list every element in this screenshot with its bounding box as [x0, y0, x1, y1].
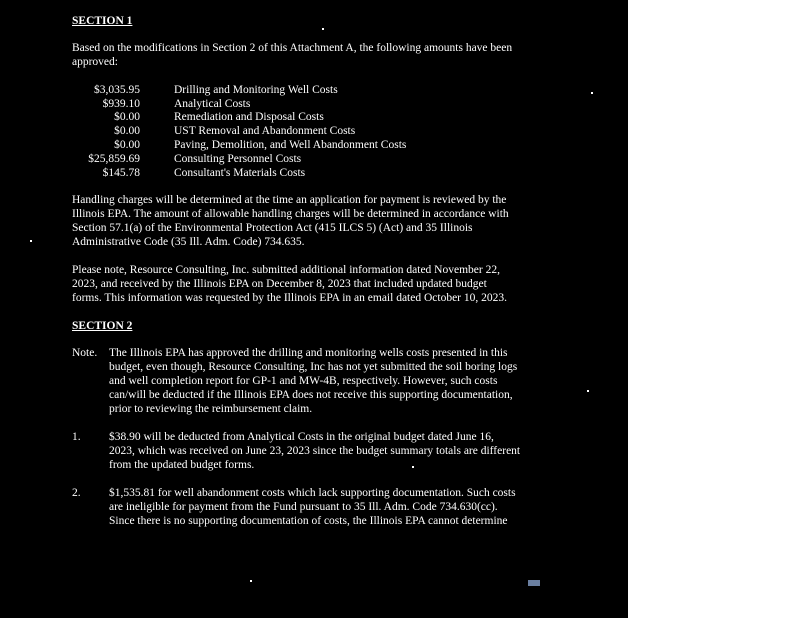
cost-label: Analytical Costs [174, 98, 251, 110]
item-line: are ineligible for payment from the Fund pursuant to 35 Ill. Adm. Code 734.630(cc). [109, 501, 498, 513]
cost-label: Paving, Demolition, and Well Abandonment Costs [174, 139, 407, 151]
item-line: and well completion report for GP-1 and MW-4B, respectively. However, such costs [109, 375, 498, 387]
cost-amount: $0.00 [114, 125, 140, 137]
cost-amount: $25,859.69 [88, 153, 140, 165]
note-line: 2023, and received by the Illinois EPA on December 8, 2023 that included updated budget [72, 278, 487, 290]
item-marker: 1. [72, 431, 81, 443]
cost-label: Drilling and Monitoring Well Costs [174, 84, 338, 96]
section-1-heading: SECTION 1 [72, 15, 133, 27]
handling-line: Administrative Code (35 Ill. Adm. Code) 734.635. [72, 236, 305, 248]
item-line: from the updated budget forms. [109, 459, 255, 471]
cost-amount: $145.78 [102, 167, 140, 179]
intro-line: approved: [72, 56, 118, 68]
item-line: Since there is no supporting documentation of costs, the Illinois EPA cannot determine [109, 515, 508, 527]
note-line: forms. This information was requested by the Illinois EPA in an email dated October 10, 2023. [72, 292, 508, 304]
handling-line: Illinois EPA. The amount of allowable handling charges will be determined in accordance with [72, 208, 509, 220]
item-marker: Note. [72, 347, 98, 359]
item-line: The Illinois EPA has approved the drilling and monitoring wells costs presented in this [109, 347, 508, 359]
page-mark [528, 580, 540, 586]
item-line: $38.90 will be deducted from Analytical Costs in the original budget dated June 16, [109, 431, 494, 443]
handling-line: Handling charges will be determined at the time an application for payment is reviewed by the [72, 194, 507, 206]
scan-speck [587, 390, 589, 392]
item-line: can/will be deducted if the Illinois EPA does not receive this supporting documentation, [109, 389, 513, 401]
cost-label: UST Removal and Abandonment Costs [174, 125, 356, 137]
cost-amount: $939.10 [102, 98, 140, 110]
scan-speck [322, 28, 324, 30]
cost-amount: $0.00 [114, 139, 140, 151]
scan-speck [591, 92, 593, 94]
item-marker: 2. [72, 487, 81, 499]
note-line: Please note, Resource Consulting, Inc. submitted additional information dated November 22, [72, 264, 500, 276]
scan-speck [30, 240, 32, 242]
item-line: budget, even though, Resource Consulting, Inc has not yet submitted the soil boring logs [109, 361, 518, 373]
cost-label: Consultant's Materials Costs [174, 167, 306, 179]
handling-line: Section 57.1(a) of the Environmental Protection Act (415 ILCS 5) (Act) and 35 Illinois [72, 222, 473, 234]
cost-amount: $0.00 [114, 111, 140, 123]
item-line: prior to reviewing the reimbursement claim. [109, 403, 313, 415]
cost-label: Consulting Personnel Costs [174, 153, 302, 165]
item-line: $1,535.81 for well abandonment costs which lack supporting documentation. Such costs [109, 487, 516, 499]
section-2-heading: SECTION 2 [72, 320, 133, 332]
cost-label: Remediation and Disposal Costs [174, 111, 324, 123]
item-line: 2023, which was received on June 23, 2023 since the budget summary totals are different [109, 445, 521, 457]
intro-line: Based on the modifications in Section 2 of this Attachment A, the following amounts have been [72, 42, 513, 54]
cost-amount: $3,035.95 [94, 84, 140, 96]
scan-speck [250, 580, 252, 582]
scan-speck [412, 466, 414, 468]
